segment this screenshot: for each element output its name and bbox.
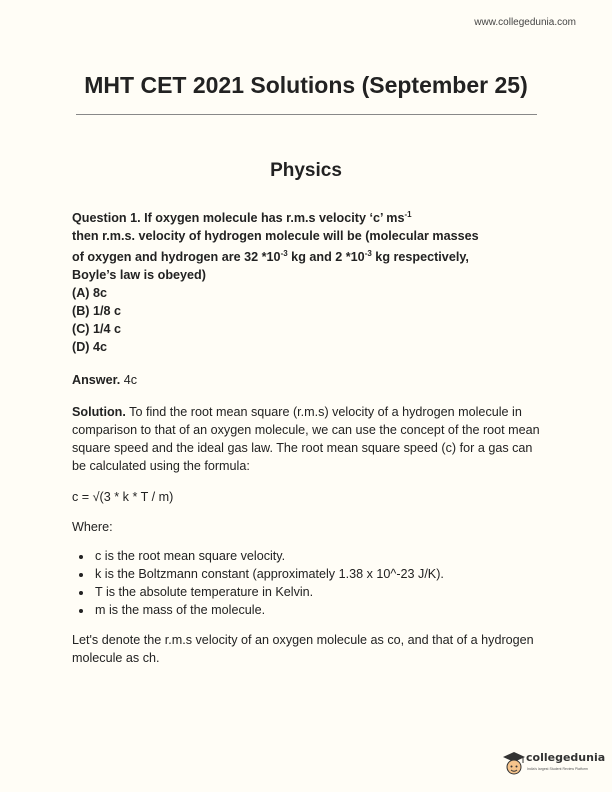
answer-label: Answer. (72, 373, 121, 388)
answer-value: 4c (120, 373, 138, 388)
question-line-1: Question 1. If oxygen molecule has r.m.s velocity ‘c’ $ms^{-1}$ (72, 210, 412, 226)
option-d: (D) 4c (72, 340, 107, 355)
option-b: (B) 1/8 c (72, 304, 121, 319)
question-line-4: Boyle’s law is obeyed) (72, 268, 206, 283)
list-item: • c is the root mean square velocity. (93, 547, 542, 565)
question-block (72, 206, 542, 356)
title-divider (76, 114, 537, 115)
logo-wordmark: collegedunia (526, 751, 606, 764)
collegedunia-logo[interactable] (501, 748, 606, 778)
list-item: • m is the mass of the molecule. (93, 601, 542, 619)
solution-paragraph (72, 403, 542, 475)
solution-text: To find the root mean square (r.m.s) velocity of a hydrogen molecule in comparison to that of an oxygen molecule, we can use the concept of the root mean square speed and the ideal gas law. The root mean square speed (c) for a gas can be calculated using the formula: (72, 405, 540, 474)
solution-label: Solution. (72, 405, 126, 420)
option-a: (A) 8c (72, 286, 107, 301)
closing-paragraph: Let's denote the r.m.s velocity of an oxygen molecule as co, and that of a hydrogen molecule as ch. (72, 633, 534, 666)
graduation-cap-icon (501, 748, 527, 778)
page-title: MHT CET 2021 Solutions (September 25) (84, 72, 528, 98)
answer (72, 371, 542, 389)
list-item: • T is the absolute temperature in Kelvin. (93, 583, 542, 601)
option-c: (C) 1/4 c (72, 322, 121, 337)
section-heading: Physics (270, 160, 342, 181)
variable-list (72, 547, 542, 619)
where-label: Where: (72, 520, 113, 535)
question-line-3: of oxygen and hydrogen are 32 $*10^{-3}$ kg and 2 $*10^{-3}$ kg respectively, (72, 249, 469, 265)
document-body (72, 206, 542, 667)
logo-tagline: India's largest Student Review Platform (527, 767, 588, 771)
site-url[interactable]: www.collegedunia.com (474, 17, 576, 28)
question-line-2: then r.m.s. velocity of hydrogen molecule will be (molecular masses (72, 229, 479, 244)
rms-formula: c = √(3 * k * T / m) (72, 490, 174, 505)
list-item: • k is the Boltzmann constant (approximately 1.38 x 10^-23 J/K). (93, 565, 542, 583)
